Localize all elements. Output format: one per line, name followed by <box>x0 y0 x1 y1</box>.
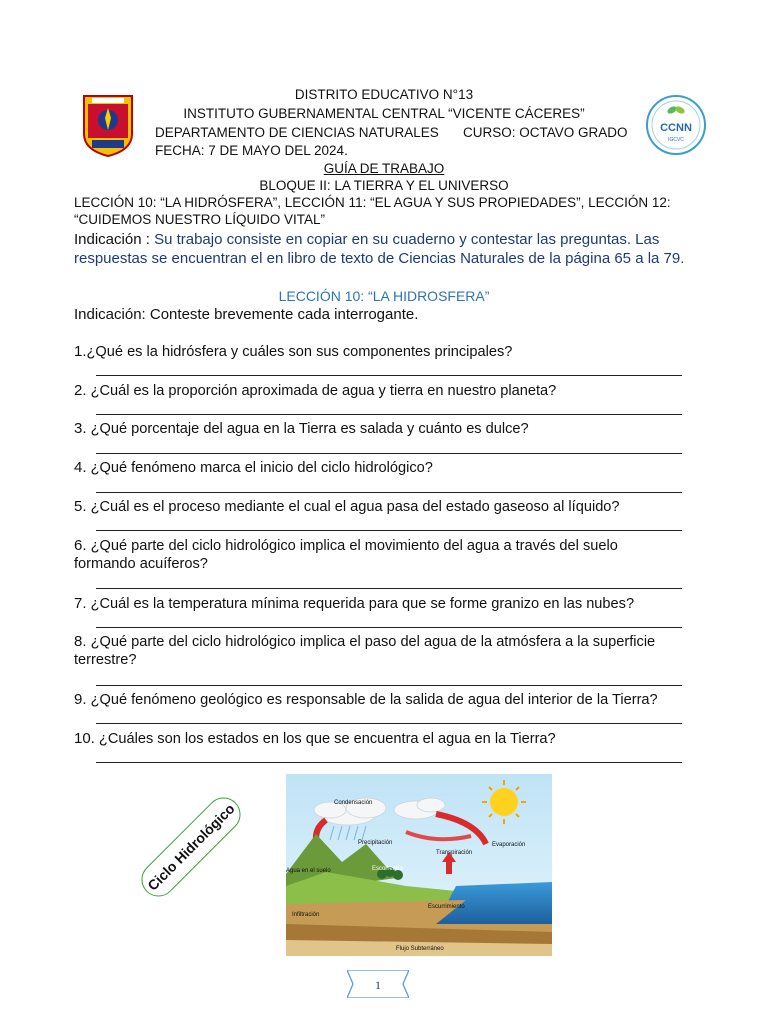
question-number: 5. <box>74 498 87 515</box>
question-text: ¿Qué fenómeno marca el inicio del ciclo hidrológico? <box>86 460 433 476</box>
instruction-line-1 <box>74 230 659 249</box>
question-text: ¿Cuál es la proporción aproximada de agua y tierra en nuestro planeta? <box>86 383 557 399</box>
question-text: ¿Qué es la hidrósfera y cuáles son sus componentes principales? <box>86 344 513 360</box>
label-transpiration: Transpiración <box>436 850 473 856</box>
cycle-tag <box>134 790 247 903</box>
school-logo <box>80 94 136 158</box>
label-soil-water: Agua en el suelo <box>286 868 331 874</box>
answer-line-6[interactable] <box>96 588 682 589</box>
sub-instruction: Indicación: Conteste brevemente cada interrogante. <box>74 306 419 323</box>
question-text: ¿Cuál es el proceso mediante el cual el agua pasa del estado gaseoso al líquido? <box>86 499 620 515</box>
page-number-box <box>347 970 409 998</box>
label-evaporation: Evaporación <box>492 842 526 848</box>
question-text: ¿Cuál es la temperatura mínima requerida para que se forme granizo en las nubes? <box>86 596 635 612</box>
answer-line-5[interactable] <box>96 530 682 531</box>
question-text: ¿Qué porcentaje del agua en la Tierra es salada y cuánto es dulce? <box>86 421 529 437</box>
question-number: 1. <box>74 343 87 360</box>
label-infiltration: Infiltración <box>292 912 320 918</box>
question-text-cont: terrestre? <box>74 652 137 668</box>
question-9 <box>74 691 686 709</box>
ccnn-logo <box>645 94 707 156</box>
label-runoff: Escorrentía <box>372 866 403 872</box>
water-cycle-diagram <box>286 774 552 956</box>
question-number: 4. <box>74 459 87 476</box>
ccnn-logo-text: CCNN <box>660 122 692 134</box>
answer-line-3[interactable] <box>96 453 682 454</box>
answer-line-2[interactable] <box>96 414 682 415</box>
question-text: ¿Qué fenómeno geológico es responsable de la salida de agua del interior de la Tierra? <box>86 692 658 708</box>
instruction-text-1: Su trabajo consiste en copiar en su cuaderno y contestar las preguntas. Las <box>154 231 660 248</box>
question-2 <box>74 382 686 400</box>
ccnn-logo-subtext: IGCVC <box>668 137 684 143</box>
question-1 <box>74 343 686 361</box>
arrow-icon <box>446 860 452 874</box>
question-text: ¿Cuáles son los estados en los que se encuentra el agua en la Tierra? <box>94 731 556 747</box>
label-precipitation: Precipitación <box>358 840 393 846</box>
question-number: 9. <box>74 691 87 708</box>
question-7 <box>74 595 686 613</box>
answer-line-9[interactable] <box>96 723 682 724</box>
district-line: DISTRITO EDUCATIVO N°13 <box>294 87 474 102</box>
question-4 <box>74 459 686 477</box>
question-8 <box>74 633 686 669</box>
question-number: 7. <box>74 595 87 612</box>
question-3 <box>74 420 686 438</box>
block-title: BLOQUE II: LA TIERRA Y EL UNIVERSO <box>259 178 509 193</box>
question-text: ¿Qué parte del ciclo hidrológico implica el movimiento del agua a través del suelo <box>86 538 618 554</box>
question-number: 3. <box>74 420 87 437</box>
lessons-line-1: LECCIÓN 10: “LA HIDRÓSFERA”, LECCIÓN 11: “EL AGUA Y SUS PROPIEDADES”, LECCIÓN 12: <box>74 195 671 210</box>
institute-line: INSTITUTO GUBERNAMENTAL CENTRAL “VICENTE CÁCERES” <box>183 106 585 121</box>
question-number: 6. <box>74 537 87 554</box>
course-line: CURSO: OCTAVO GRADO <box>463 125 628 140</box>
page-number: 1 <box>375 978 381 992</box>
instruction-text-2: respuestas se encuentran el en libro de texto de Ciencias Naturales de la página 65 a la 79. <box>74 250 685 267</box>
lesson-title: LECCIÓN 10: “LA HIDROSFERA” <box>278 288 490 304</box>
question-10 <box>74 730 686 748</box>
label-surface-flow: Escurrimiento <box>428 904 465 910</box>
answer-line-4[interactable] <box>96 492 682 493</box>
label-condensation: Condensación <box>334 800 373 806</box>
department-line: DEPARTAMENTO DE CIENCIAS NATURALES <box>155 125 439 140</box>
question-number: 8. <box>74 633 87 650</box>
question-5 <box>74 498 686 516</box>
date-line: FECHA: 7 DE MAYO DEL 2024. <box>155 143 348 158</box>
instruction-sep: : <box>141 231 155 248</box>
answer-line-1[interactable] <box>96 375 682 376</box>
question-text-cont: formando acuíferos? <box>74 556 208 572</box>
question-number: 2. <box>74 382 87 399</box>
label-underground-flow: Flujo Subterráneo <box>396 946 444 952</box>
instruction-label: Indicación <box>74 231 142 248</box>
question-number: 10. <box>74 730 95 747</box>
answer-line-7[interactable] <box>96 627 682 628</box>
question-text: ¿Qué parte del ciclo hidrológico implica el paso del agua de la atmósfera a la superficie <box>86 634 656 650</box>
answer-line-10[interactable] <box>96 762 682 763</box>
cycle-tag-label: Ciclo Hidrológico <box>134 790 247 903</box>
guide-title: GUÍA DE TRABAJO <box>323 161 445 176</box>
answer-line-8[interactable] <box>96 685 682 686</box>
question-6 <box>74 537 686 573</box>
lessons-line-2: “CUIDEMOS NUESTRO LÍQUIDO VITAL” <box>74 212 326 227</box>
